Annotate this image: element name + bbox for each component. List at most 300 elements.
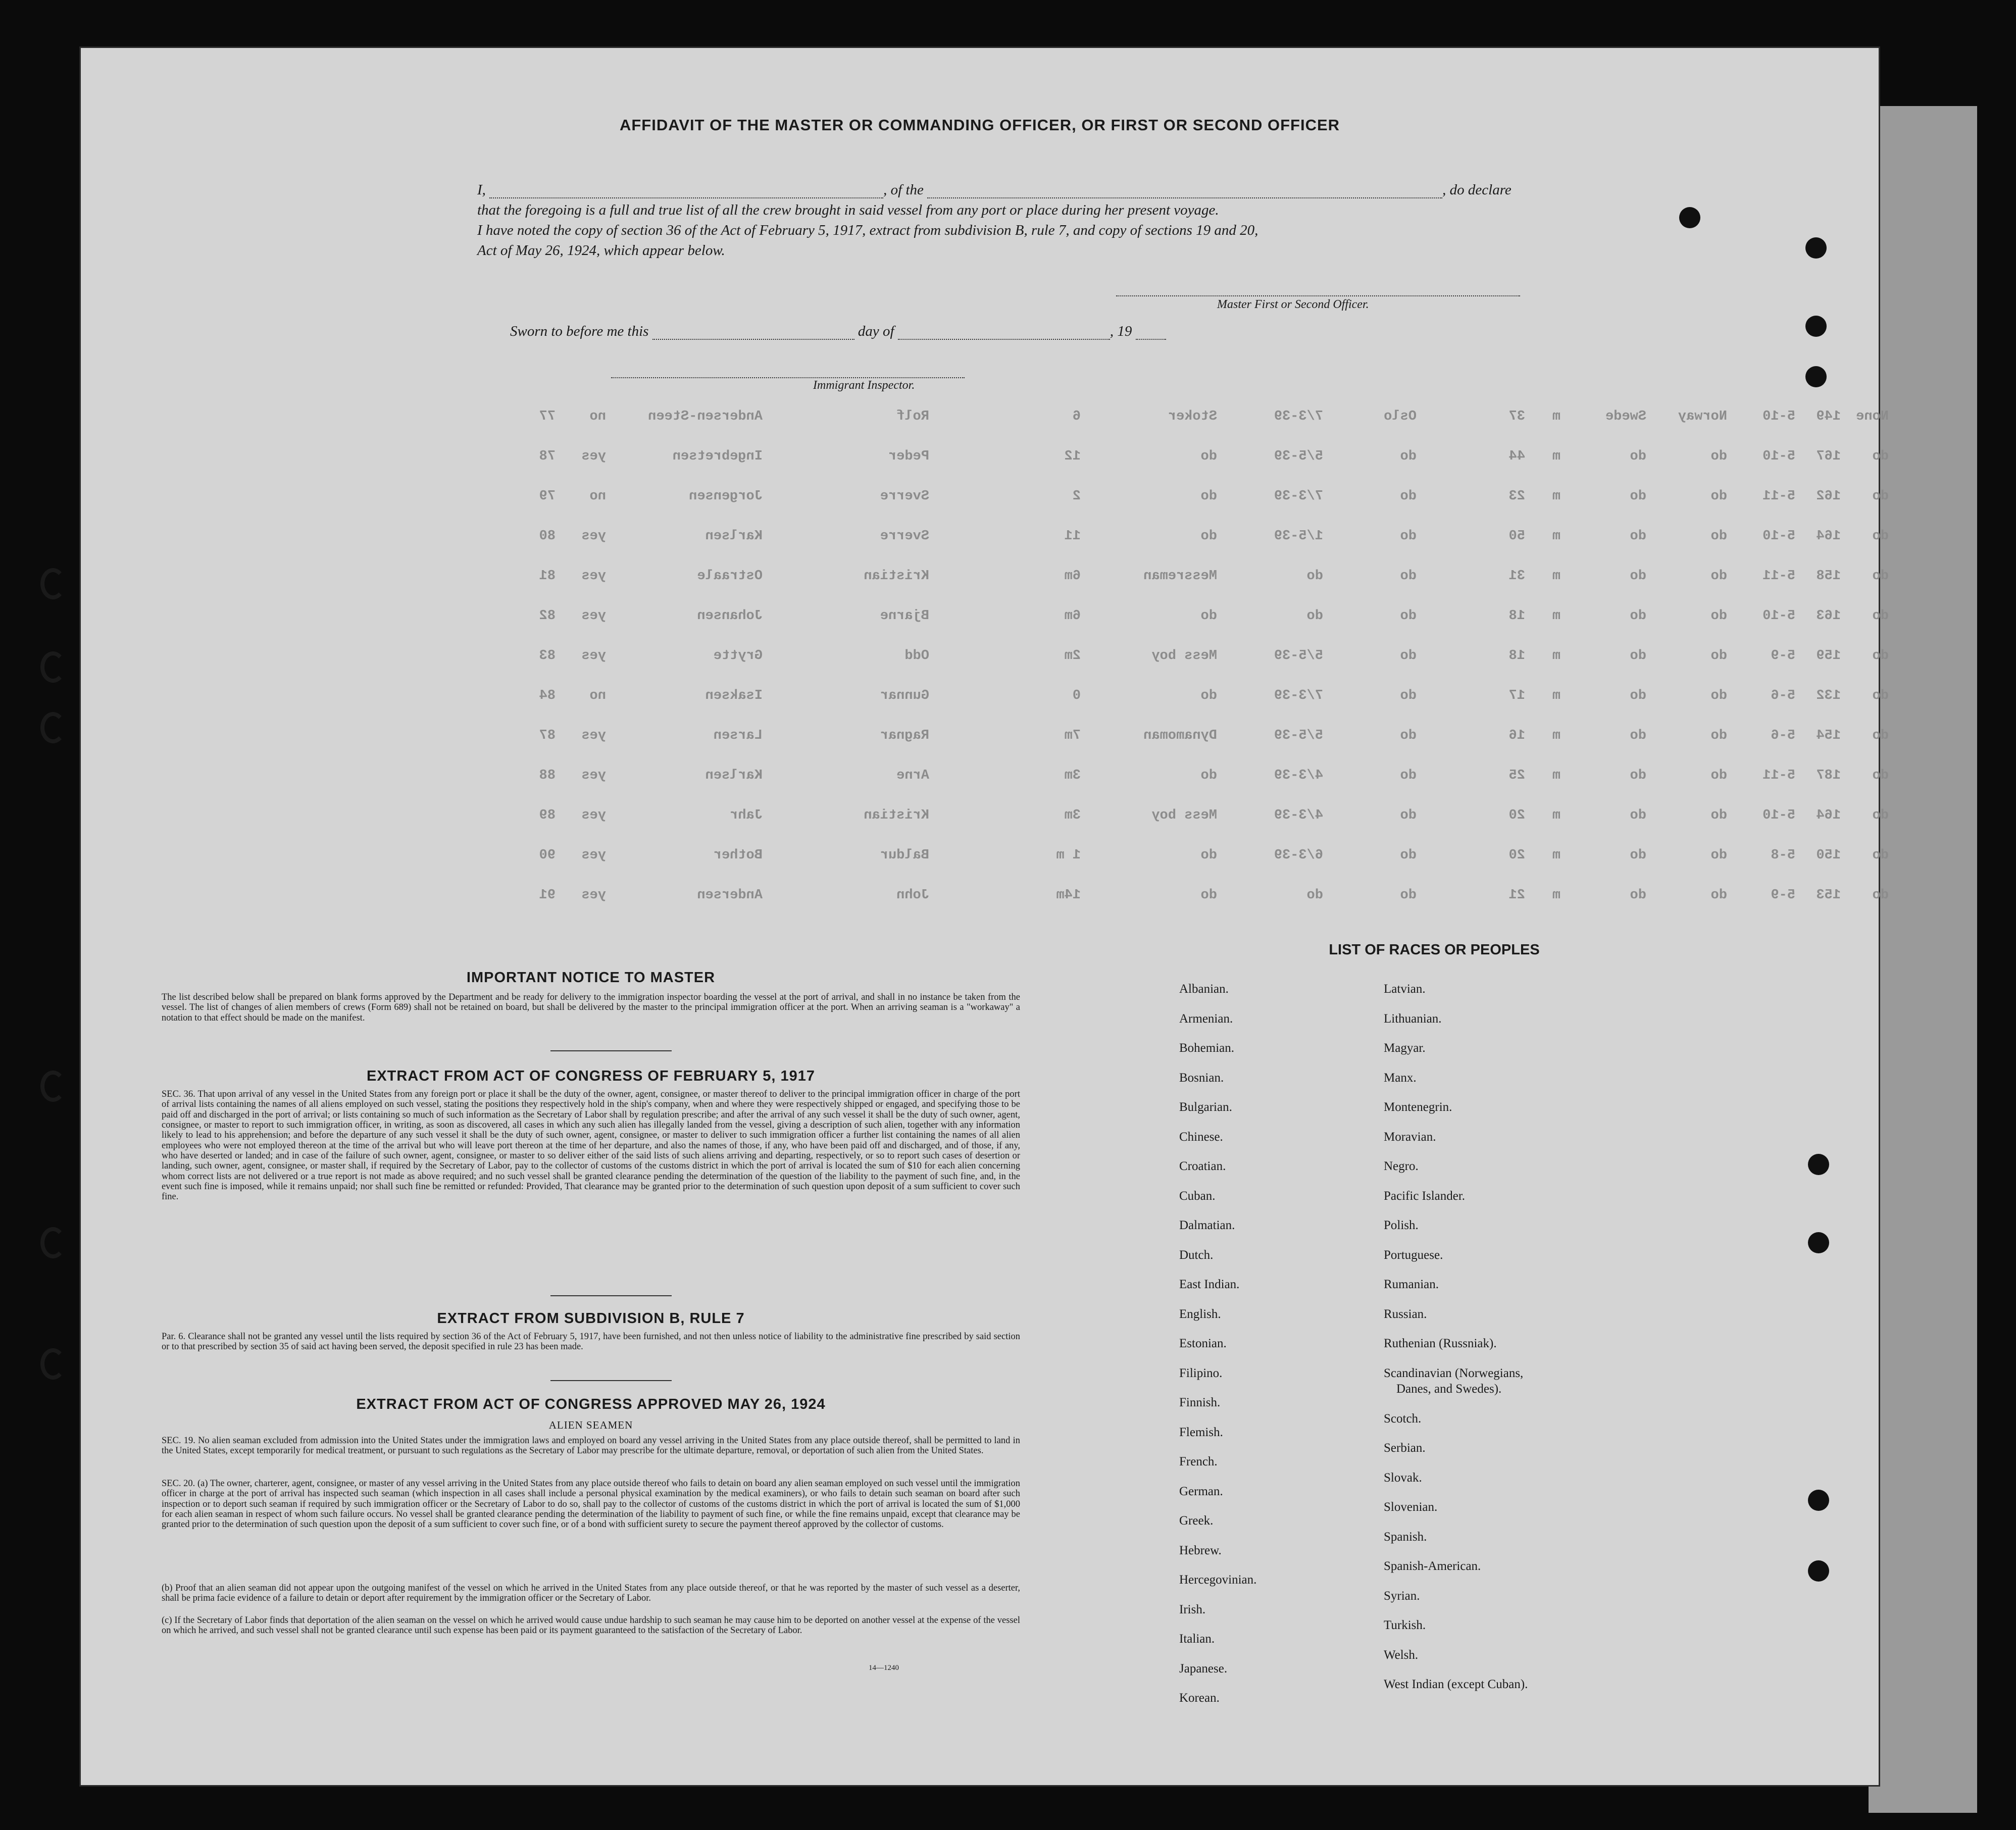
show-through-row — [525, 529, 1889, 549]
show-through-date: do — [1306, 888, 1323, 903]
show-through-sex: m — [1552, 648, 1560, 664]
act1924-subtitle: ALIEN SEAMEN — [548, 1419, 633, 1431]
show-through-nat: do — [1710, 768, 1727, 783]
show-through-weight: 149 — [1816, 409, 1841, 424]
race-item: Cuban. — [1179, 1189, 1216, 1203]
affidavit-line-4: Act of May 26, 1924, which appear below. — [477, 242, 725, 259]
underlying-sheet-edge — [1869, 106, 1977, 1813]
show-through-cap: do — [1200, 888, 1217, 903]
show-through-height: 5-10 — [1762, 608, 1795, 624]
show-through-marks: None — [1856, 409, 1889, 424]
show-through-port: do — [1400, 449, 1417, 464]
race-item: Polish. — [1384, 1218, 1419, 1232]
race-item: Danes, and Swedes). — [1396, 1382, 1502, 1396]
show-through-given: Arne — [896, 768, 929, 783]
show-through-race: Swede — [1605, 409, 1646, 424]
show-through-pos: 6m — [1064, 569, 1081, 584]
inspector-signature-line — [611, 377, 965, 378]
show-through-nat: do — [1710, 848, 1727, 863]
race-item: East Indian. — [1179, 1278, 1240, 1291]
divider — [550, 1295, 672, 1296]
race-item: Japanese. — [1179, 1661, 1228, 1675]
show-through-able: no — [589, 489, 606, 504]
sworn-day-blank — [652, 327, 854, 340]
show-through-date: do — [1306, 569, 1323, 584]
race-item: Lithuanian. — [1384, 1011, 1442, 1026]
sworn-year-label: , 19 — [1110, 323, 1132, 339]
show-through-weight: 167 — [1816, 449, 1841, 464]
show-through-date: 1/5-39 — [1274, 529, 1323, 544]
show-through-able: yes — [581, 529, 606, 544]
show-through-weight: 164 — [1816, 529, 1841, 544]
show-through-race: do — [1630, 648, 1646, 664]
show-through-given: Kristian — [864, 569, 929, 584]
binding-ring-icon — [40, 1227, 66, 1258]
show-through-port: do — [1400, 848, 1417, 863]
inspector-signature-label: Immigrant Inspector. — [813, 379, 915, 392]
show-through-sex: m — [1552, 688, 1560, 703]
show-through-given: Ragnar — [880, 728, 929, 743]
show-through-marks: do — [1872, 808, 1889, 823]
show-through-port: do — [1400, 768, 1417, 783]
show-through-given: Gunnar — [880, 688, 929, 703]
show-through-port: do — [1400, 529, 1417, 544]
race-item: Turkish. — [1384, 1618, 1426, 1632]
show-through-port: do — [1400, 808, 1417, 823]
show-through-given: Rolf — [896, 409, 929, 424]
show-through-nat: do — [1710, 728, 1727, 743]
show-through-row — [525, 569, 1889, 589]
show-through-weight: 158 — [1816, 569, 1841, 584]
act1924-sec19: SEC. 19. No alien seaman excluded from admission into the United States under the immigration laws and employed on board any vessel arriving in the United States from any place outside thereof, shall be permitted to land in the United States, except temporarily for medical treatment, or pursuant to such regulations as the Secretary of Labor may prescribe for the ultimate departure, removal, or deportation of such alien from the United States. — [162, 1436, 1020, 1456]
show-through-row — [525, 728, 1889, 748]
show-through-able: yes — [581, 608, 606, 624]
show-through-port: do — [1400, 728, 1417, 743]
affidavit-line-2: that the foregoing is a full and true list of all the crew brought in said vessel from any port or place during her present voyage. — [477, 202, 1219, 218]
race-item: English. — [1179, 1307, 1221, 1321]
race-item: Magyar. — [1384, 1041, 1426, 1055]
show-through-age: 16 — [1508, 728, 1525, 743]
show-through-row — [525, 768, 1889, 788]
show-through-race: do — [1630, 728, 1646, 743]
show-through-no: 90 — [539, 848, 556, 863]
binding-ring-icon — [40, 1071, 66, 1102]
show-through-age: 18 — [1508, 648, 1525, 664]
show-through-height: 5-9 — [1771, 888, 1795, 903]
race-item: Latvian. — [1384, 982, 1426, 996]
show-through-age: 25 — [1508, 768, 1525, 783]
show-through-surname: Ostraale — [697, 569, 763, 584]
race-item: Bosnian. — [1179, 1071, 1224, 1085]
show-through-weight: 154 — [1816, 728, 1841, 743]
show-through-date: 5/5-39 — [1274, 648, 1323, 664]
show-through-no: 79 — [539, 489, 556, 504]
divider — [550, 1050, 672, 1051]
show-through-sex: m — [1552, 449, 1560, 464]
form-number: 14—1240 — [869, 1664, 899, 1672]
show-through-port: do — [1400, 888, 1417, 903]
race-item: German. — [1179, 1484, 1223, 1498]
race-item: Slovak. — [1384, 1470, 1422, 1485]
show-through-given: Sverre — [880, 529, 929, 544]
act1917-text: SEC. 36. That upon arrival of any vessel in the United States from any foreign port or place it shall be the duty of the owner, agent, consignee, or master thereof to deliver to the principal immigration officer in charge of the port of arrival lists containing the names of all aliens employed on such vessel, stating the positions they respectively hold in the ship's company, when and where they were respectively shipped or engaged, and specifying those to be paid off and discharged in the port of arrival; or lists containing so much of such information as the Secretary of Labor shall by regulation prescribe; and after the arrival of any such vessel it shall be the duty of such owner, agent, consignee, or master to report to such immigration officer, in writing, as soon as discovered, all cases in which any such alien has illegally landed from the vessel, giving a description of such alien, together with any information likely to lead to his apprehension; and before the departure of any such vessel it shall be the duty of such owner, agent, consignee, or master to deliver to such immigration officer a further list containing the names of all alien employees who were not employed thereon at the time of the arrival but who will leave port thereon at the time of her departure, and also the names of those, if any, who have been paid off and discharged, and of those, if any, who have deserted or landed; and in case of the failure of such owner, agent, consignee, or master to so deliver either of the said lists of such aliens arriving and departing, respectively, or so to report such cases of desertion or landing, such owner, agent, consignee, or master shall, if required by the Secretary of Labor, pay to the collector of customs of the customs district in which the port of arrival is located the sum of $10 for each alien concerning whom correct lists are not delivered or a true report is not made as above required; and no such vessel shall be granted clearance pending the determination of the question of the liability to the payment of such fine, and, in the event such fine is imposed, while it remains unpaid; nor shall such fine be remitted or refunded: Provided, That clearance may be granted prior to the determination of such question upon deposit of a sum sufficient to cover such fine. — [162, 1089, 1020, 1202]
binding-ring-icon — [40, 712, 66, 743]
notice-title: IMPORTANT NOTICE TO MASTER — [466, 970, 716, 986]
show-through-race: do — [1630, 449, 1646, 464]
affidavit-title: AFFIDAVIT OF THE MASTER OR COMMANDING OFFICER, OR FIRST OR SECOND OFFICER — [619, 116, 1340, 134]
show-through-sex: m — [1552, 808, 1560, 823]
show-through-marks: do — [1872, 888, 1889, 903]
show-through-surname: Ingebretsen — [672, 449, 763, 464]
show-through-cap: do — [1200, 608, 1217, 624]
show-through-pos: 12 — [1064, 449, 1081, 464]
show-through-age: 50 — [1508, 529, 1525, 544]
show-through-race: do — [1630, 808, 1646, 823]
show-through-port: do — [1400, 648, 1417, 664]
show-through-marks: do — [1872, 449, 1889, 464]
show-through-surname: Bother — [713, 848, 763, 863]
show-through-height: 5-10 — [1762, 808, 1795, 823]
show-through-marks: do — [1872, 688, 1889, 703]
race-item: Flemish. — [1179, 1425, 1223, 1439]
show-through-port: Oslo — [1384, 409, 1417, 424]
race-item: Greek. — [1179, 1514, 1214, 1528]
show-through-pos: 3m — [1064, 768, 1081, 783]
show-through-given: Odd — [904, 648, 929, 664]
show-through-sex: m — [1552, 608, 1560, 624]
show-through-surname: Andersen-Steen — [648, 409, 763, 424]
race-item: Rumanian. — [1384, 1278, 1439, 1291]
show-through-race: do — [1630, 688, 1646, 703]
race-item: Finnish. — [1179, 1396, 1221, 1409]
show-through-pos: 11 — [1064, 529, 1081, 544]
show-through-weight: 164 — [1816, 808, 1841, 823]
binding-ring-icon — [40, 1348, 66, 1380]
show-through-given: Baldur — [880, 848, 929, 863]
race-item: Pacific Islander. — [1384, 1189, 1466, 1203]
show-through-cap: Messreman — [1143, 569, 1217, 584]
show-through-date: 5/5-39 — [1274, 728, 1323, 743]
show-through-race: do — [1630, 848, 1646, 863]
show-through-no: 81 — [539, 569, 556, 584]
race-item: Italian. — [1179, 1632, 1215, 1646]
show-through-cap: Dynamoman — [1143, 728, 1217, 743]
race-item: Syrian. — [1384, 1589, 1420, 1603]
race-item: Armenian. — [1179, 1011, 1233, 1026]
show-through-able: yes — [581, 808, 606, 823]
show-through-sex: m — [1552, 728, 1560, 743]
name-blank — [489, 185, 883, 198]
race-item: Bohemian. — [1179, 1041, 1235, 1055]
race-item: Dalmatian. — [1179, 1218, 1235, 1232]
show-through-surname: Karlsen — [705, 529, 763, 544]
race-item: Serbian. — [1384, 1441, 1426, 1455]
show-through-cap: Mess boy — [1151, 808, 1217, 823]
affidavit-line-3: I have noted the copy of section 36 of the Act of February 5, 1917, extract from subdivision B, rule 7, and copy of sections 19 and 20, — [477, 222, 1258, 238]
race-item: Hebrew. — [1179, 1543, 1222, 1557]
show-through-surname: Andersen — [697, 888, 763, 903]
show-through-given: Peder — [888, 449, 929, 464]
show-through-given: John — [896, 888, 929, 903]
affidavit-i: I, — [477, 182, 486, 198]
show-through-pos: 2 — [1072, 489, 1081, 504]
show-through-sex: m — [1552, 529, 1560, 544]
binding-ring-icon — [40, 651, 66, 683]
show-through-sex: m — [1552, 409, 1560, 424]
show-through-given: Sverre — [880, 489, 929, 504]
punch-hole-icon — [1808, 1232, 1829, 1253]
race-item: Scotch. — [1384, 1411, 1422, 1426]
show-through-given: Kristian — [864, 808, 929, 823]
show-through-age: 21 — [1508, 888, 1525, 903]
race-item: Russian. — [1384, 1307, 1427, 1321]
show-through-able: yes — [581, 888, 606, 903]
sworn-line — [510, 323, 1166, 340]
act1924-title: EXTRACT FROM ACT OF CONGRESS APPROVED MAY 26, 1924 — [356, 1396, 826, 1412]
show-through-nat: do — [1710, 449, 1727, 464]
show-through-given: Bjarne — [880, 608, 929, 624]
master-signature-line — [1116, 295, 1520, 296]
show-through-sex: m — [1552, 569, 1560, 584]
show-through-race: do — [1630, 608, 1646, 624]
sworn-month-blank — [898, 327, 1110, 340]
show-through-cap: Mess boy — [1151, 648, 1217, 664]
race-item: Welsh. — [1384, 1648, 1419, 1662]
show-through-age: 31 — [1508, 569, 1525, 584]
show-through-marks: do — [1872, 648, 1889, 664]
show-through-row — [525, 648, 1889, 669]
show-through-no: 77 — [539, 409, 556, 424]
show-through-height: 5-9 — [1771, 648, 1795, 664]
show-through-height: 5-8 — [1771, 848, 1795, 863]
show-through-marks: do — [1872, 489, 1889, 504]
race-item: Hercegovinian. — [1179, 1573, 1257, 1587]
show-through-cap: do — [1200, 489, 1217, 504]
show-through-port: do — [1400, 569, 1417, 584]
show-through-port: do — [1400, 688, 1417, 703]
show-through-nat: do — [1710, 688, 1727, 703]
show-through-pos: 3m — [1064, 808, 1081, 823]
show-through-port: do — [1400, 608, 1417, 624]
show-through-weight: 132 — [1816, 688, 1841, 703]
show-through-race: do — [1630, 489, 1646, 504]
show-through-height: 5-11 — [1762, 768, 1795, 783]
show-through-cap: do — [1200, 768, 1217, 783]
show-through-height: 5-6 — [1771, 688, 1795, 703]
race-item: Scandinavian (Norwegians, — [1384, 1366, 1524, 1380]
show-through-race: do — [1630, 569, 1646, 584]
race-item: Chinese. — [1179, 1130, 1223, 1144]
show-through-no: 82 — [539, 608, 556, 624]
show-through-row — [525, 608, 1889, 629]
show-through-race: do — [1630, 888, 1646, 903]
vessel-blank — [927, 185, 1442, 198]
affidavit-declare: , do declare — [1442, 182, 1511, 198]
races-title: LIST OF RACES OR PEOPLES — [1329, 942, 1540, 958]
show-through-able: no — [589, 409, 606, 424]
show-through-nat: do — [1710, 489, 1727, 504]
notice-text: The list described below shall be prepared on blank forms approved by the Department and be ready for delivery to the immigration inspector boarding the vessel at the port of arrival, and shall in no instance be taken from the vessel. The list of changes of alien members of crews (Form 689) shall not be retained on board, but shall be delivered by the master to the principal immigration officer at the port. When an arriving seaman is a "workaway" a notation to that effect should be made on the manifest. — [162, 992, 1020, 1023]
show-through-nat: do — [1710, 888, 1727, 903]
show-through-height: 5-6 — [1771, 728, 1795, 743]
race-item: Irish. — [1179, 1602, 1206, 1616]
show-through-able: no — [589, 688, 606, 703]
race-item: Montenegrin. — [1384, 1100, 1452, 1114]
show-through-race: do — [1630, 529, 1646, 544]
sworn-year-blank — [1136, 327, 1166, 340]
show-through-row — [525, 848, 1889, 868]
show-through-surname: Karlsen — [705, 768, 763, 783]
show-through-row — [525, 808, 1889, 828]
show-through-row — [525, 489, 1889, 509]
show-through-able: yes — [581, 848, 606, 863]
show-through-weight: 162 — [1816, 489, 1841, 504]
show-through-cap: do — [1200, 688, 1217, 703]
show-through-date: 6/3-39 — [1274, 848, 1323, 863]
show-through-age: 20 — [1508, 808, 1525, 823]
punch-hole-icon — [1805, 237, 1827, 259]
show-through-height: 5-10 — [1762, 409, 1795, 424]
punch-hole-icon — [1808, 1154, 1829, 1175]
show-through-pos: 2m — [1064, 648, 1081, 664]
show-through-able: yes — [581, 728, 606, 743]
show-through-nat: do — [1710, 529, 1727, 544]
race-item: West Indian (except Cuban). — [1384, 1678, 1528, 1691]
show-through-able: yes — [581, 648, 606, 664]
punch-hole-icon — [1808, 1560, 1829, 1582]
race-item: Bulgarian. — [1179, 1100, 1232, 1114]
show-through-height: 5-11 — [1762, 489, 1795, 504]
race-item: Negro. — [1384, 1159, 1419, 1173]
show-through-no: 78 — [539, 449, 556, 464]
affidavit-of: , of the — [883, 182, 924, 198]
show-through-weight: 150 — [1816, 848, 1841, 863]
show-through-surname: Jorgensen — [689, 489, 763, 504]
show-through-nat: do — [1710, 808, 1727, 823]
show-through-cap: Stoker — [1168, 409, 1217, 424]
show-through-sex: m — [1552, 489, 1560, 504]
race-item: Spanish. — [1384, 1530, 1427, 1544]
master-signature-label: Master First or Second Officer. — [1217, 298, 1369, 311]
race-item: Korean. — [1179, 1691, 1220, 1705]
show-through-row — [525, 888, 1889, 908]
show-through-race: do — [1630, 768, 1646, 783]
show-through-marks: do — [1872, 569, 1889, 584]
punch-hole-icon — [1808, 1490, 1829, 1511]
race-item: Ruthenian (Russniak). — [1384, 1337, 1497, 1350]
show-through-pos: 6 — [1072, 409, 1081, 424]
act1924-sec20b: (b) Proof that an alien seaman did not appear upon the outgoing manifest of the vessel on which he arrived in the United States from any place outside thereof, or that he was reported by the master of such vessel as a deserter, shall be prima facie evidence of a failure to detain or deport after requirement by the immigration officer or the Secretary of Labor. — [162, 1583, 1020, 1604]
show-through-weight: 153 — [1816, 888, 1841, 903]
punch-hole-icon — [1679, 207, 1700, 228]
show-through-able: yes — [581, 449, 606, 464]
show-through-no: 89 — [539, 808, 556, 823]
show-through-date: 7/3-39 — [1274, 688, 1323, 703]
show-through-marks: do — [1872, 728, 1889, 743]
race-item: Moravian. — [1384, 1130, 1436, 1144]
race-item: Portuguese. — [1384, 1248, 1443, 1262]
show-through-sex: m — [1552, 768, 1560, 783]
show-through-pos: 1 m — [1056, 848, 1081, 863]
show-through-date: do — [1306, 608, 1323, 624]
sworn-day-label: day of — [858, 323, 894, 339]
divider — [550, 1380, 672, 1381]
rule7-title: EXTRACT FROM SUBDIVISION B, RULE 7 — [437, 1310, 745, 1327]
show-through-sex: m — [1552, 888, 1560, 903]
manifest-page — [81, 48, 1889, 1785]
race-item: Slovenian. — [1384, 1500, 1438, 1514]
act1924-sec20c: (c) If the Secretary of Labor finds that deportation of the alien seaman on the vessel on which he arrived would cause undue hardship to such seaman he may cause him to be deported on another vessel at the expense of the vessel on which he arrived, and such vessel shall not be granted clearance until such expense has been paid or its payment guaranteed to the satisfaction of the Secretary of Labor. — [162, 1615, 1020, 1636]
show-through-marks: do — [1872, 608, 1889, 624]
affidavit-declaration-line — [477, 182, 1511, 198]
rule7-text: Par. 6. Clearance shall not be granted any vessel until the lists required by section 36 of the Act of February 5, 1917, have been furnished, and not then unless notice of liability to the administrative fine prescribed by said section or to that prescribed by section 35 of said act having been served, the deposit specified in rule 23 has been made. — [162, 1332, 1020, 1352]
show-through-age: 23 — [1508, 489, 1525, 504]
show-through-sex: m — [1552, 848, 1560, 863]
show-through-date: 7/3-39 — [1274, 409, 1323, 424]
show-through-age: 20 — [1508, 848, 1525, 863]
race-item: Dutch. — [1179, 1248, 1214, 1262]
show-through-height: 5-11 — [1762, 569, 1795, 584]
show-through-marks: do — [1872, 768, 1889, 783]
binding-ring-icon — [40, 568, 66, 599]
show-through-nat: do — [1710, 569, 1727, 584]
act1924-sec20a: SEC. 20. (a) The owner, charterer, agent, consignee, or master of any vessel arriving in the United States from any place outside thereof who fails to detain on board any alien seaman employed on such vessel until the immigration officer in charge at the port of arrival has inspected such seaman (which inspection in all cases shall include a personal physical examination by the medical examiners), or who fails to detain such seaman on board after such inspection or to deport such seaman if required by such immigration officer or the Secretary of Labor to do so, shall pay to the collector of customs of the customs district in which the port of arrival is located the sum of $1,000 for each alien seaman in respect of whom such failure occurs. No vessel shall be granted clearance pending the determination of the liability to payment of such fine, or while the fine remains unpaid, except that clearance may be granted prior to the determination of such question upon the deposit of a sum sufficient to cover such fine, or of a bond with sufficient surety to secure the payment thereof approved by the collector of customs. — [162, 1479, 1020, 1530]
sworn-prefix: Sworn to before me this — [510, 323, 649, 339]
show-through-height: 5-10 — [1762, 529, 1795, 544]
show-through-cap: do — [1200, 848, 1217, 863]
show-through-weight: 159 — [1816, 648, 1841, 664]
show-through-port: do — [1400, 489, 1417, 504]
show-through-no: 80 — [539, 529, 556, 544]
show-through-row — [525, 409, 1889, 429]
show-through-marks: do — [1872, 529, 1889, 544]
show-through-date: 5/5-39 — [1274, 449, 1323, 464]
show-through-cap: do — [1200, 529, 1217, 544]
show-through-pos: 7m — [1064, 728, 1081, 743]
show-through-age: 18 — [1508, 608, 1525, 624]
show-through-surname: Jahr — [730, 808, 763, 823]
show-through-date: 4/3-39 — [1274, 768, 1323, 783]
race-item: Spanish-American. — [1384, 1559, 1481, 1573]
show-through-marks: do — [1872, 848, 1889, 863]
show-through-height: 5-10 — [1762, 449, 1795, 464]
race-item: French. — [1179, 1455, 1218, 1468]
show-through-cap: do — [1200, 449, 1217, 464]
punch-hole-icon — [1805, 366, 1827, 387]
show-through-no: 83 — [539, 648, 556, 664]
show-through-weight: 187 — [1816, 768, 1841, 783]
show-through-surname: Grytte — [713, 648, 763, 664]
show-through-no: 91 — [539, 888, 556, 903]
show-through-no: 88 — [539, 768, 556, 783]
show-through-pos: 14m — [1056, 888, 1081, 903]
show-through-age: 44 — [1508, 449, 1525, 464]
show-through-no: 84 — [539, 688, 556, 703]
race-item: Estonian. — [1179, 1337, 1227, 1350]
show-through-able: yes — [581, 768, 606, 783]
act1917-title: EXTRACT FROM ACT OF CONGRESS OF FEBRUARY 5, 1917 — [366, 1068, 816, 1084]
show-through-nat: do — [1710, 608, 1727, 624]
show-through-age: 37 — [1508, 409, 1525, 424]
show-through-nat: do — [1710, 648, 1727, 664]
show-through-date: 4/3-39 — [1274, 808, 1323, 823]
race-item: Albanian. — [1179, 982, 1229, 996]
show-through-no: 87 — [539, 728, 556, 743]
show-through-able: yes — [581, 569, 606, 584]
show-through-age: 17 — [1508, 688, 1525, 703]
race-item: Filipino. — [1179, 1366, 1223, 1380]
race-item: Manx. — [1384, 1071, 1417, 1085]
